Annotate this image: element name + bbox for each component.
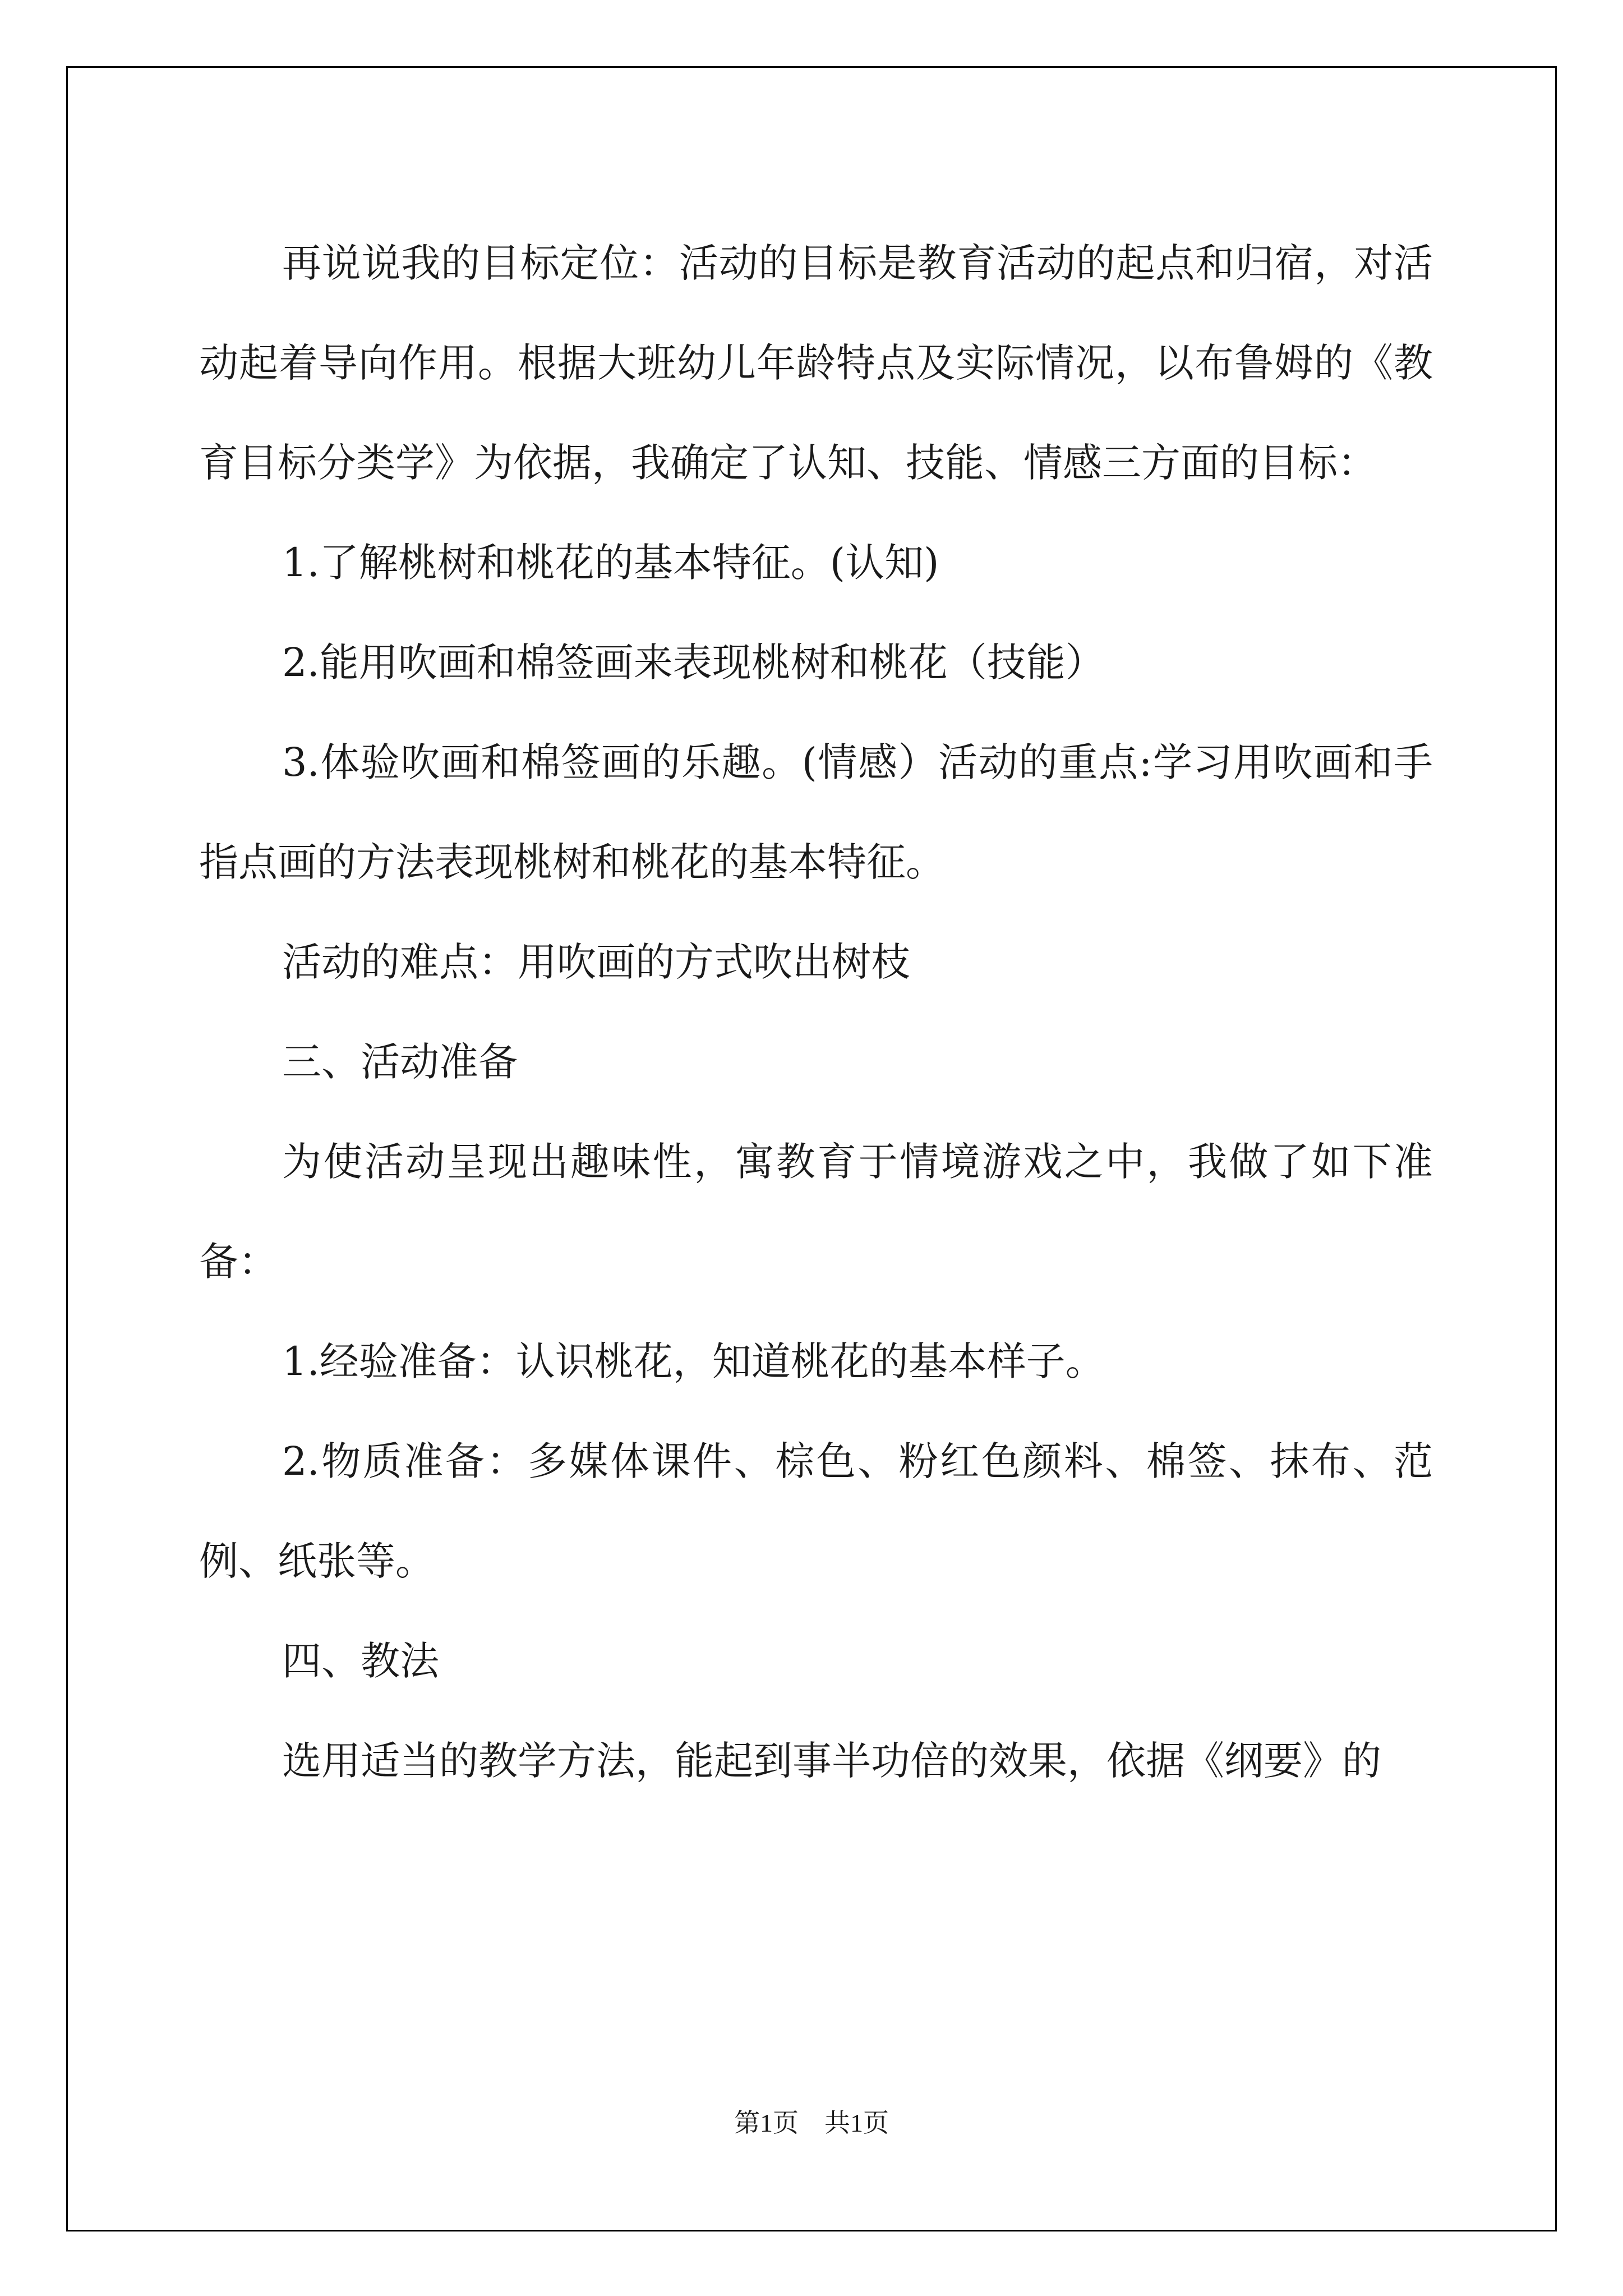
paragraph-goal-positioning: 再说说我的目标定位：活动的目标是教育活动的起点和归宿，对活动起着导向作用。根据大班幼儿年龄特点及实际情况，以布鲁姆的《教育目标分类学》为依据，我确定了认知、技能、情感三方面的目标：: [199, 240, 1433, 486]
paragraph-teaching-method: 选用适当的教学方法，能起到事半功倍的效果，依据《纲要》的: [282, 1738, 1381, 1784]
document-body: [199, 213, 1433, 1811]
paragraph-goal-3: 3.体验吹画和棉签画的乐趣。(情感）活动的重点:学习用吹画和手指点画的方法表现桃树和桃花的基本特征。: [199, 739, 1433, 885]
paragraph-experience-prep: 1.经验准备：认识桃花，知道桃花的基本样子。: [282, 1338, 1105, 1384]
page-footer: [0, 2102, 1623, 2139]
section-heading-preparation: 三、活动准备: [282, 1039, 518, 1085]
page-number: 第1页: [734, 2109, 799, 2137]
paragraph-goal-2: 2.能用吹画和棉签画来表现桃树和桃花（技能）: [282, 639, 1105, 685]
paragraph-material-prep: 2.物质准备：多媒体课件、棕色、粉红色颜料、棉签、抹布、范例、纸张等。: [199, 1438, 1433, 1584]
paragraph-goal-1: 1.了解桃树和桃花的基本特征。(认知): [282, 540, 939, 586]
paragraph-difficulty: 活动的难点：用吹画的方式吹出树枝: [282, 939, 910, 985]
paragraph-preparation-intro: 为使活动呈现出趣味性，寓教育于情境游戏之中，我做了如下准备：: [199, 1139, 1433, 1285]
section-heading-teaching-method: 四、教法: [282, 1638, 439, 1684]
page-total: 共1页: [824, 2109, 889, 2137]
